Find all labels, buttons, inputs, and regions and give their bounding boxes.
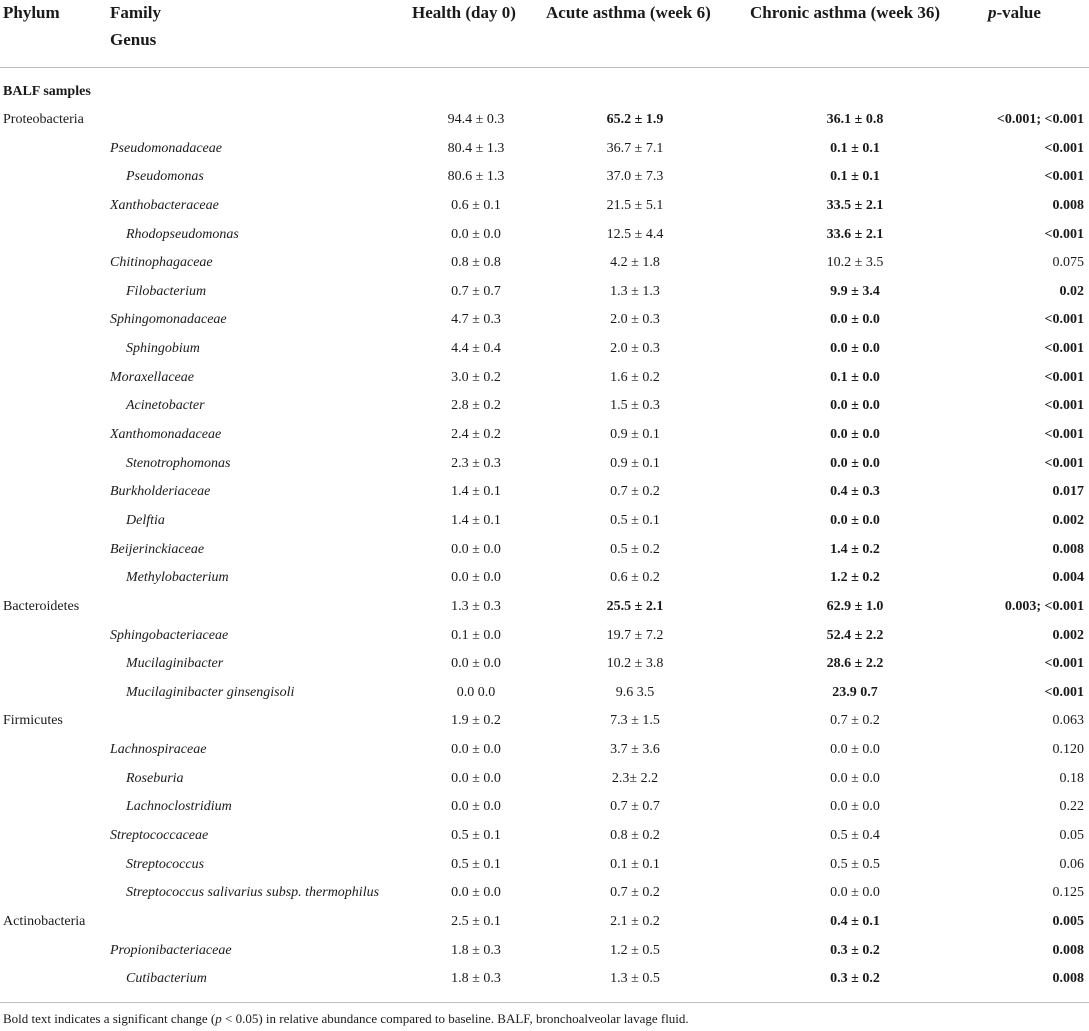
taxon-name: Beijerinckiaceae	[110, 541, 205, 557]
table-row	[0, 822, 1089, 851]
chronic-value: 36.1 ± 0.8	[826, 112, 884, 127]
health-value: 0.1 ± 0.0	[451, 627, 501, 643]
p-value: <0.001	[1044, 427, 1084, 443]
p-value: 0.004	[1052, 570, 1084, 586]
p-value: 0.008	[1052, 541, 1084, 557]
p-value: 0.002	[1052, 512, 1084, 528]
chronic-value: 1.2 ± 0.2	[830, 570, 880, 586]
chronic-value: 0.7 ± 0.2	[830, 713, 880, 729]
acute-value: 25.5 ± 2.1	[606, 598, 664, 614]
chronic-value: 0.0 ± 0.0	[830, 341, 880, 357]
chronic-value: 0.1 ± 0.1	[830, 140, 880, 156]
health-value: 0.6 ± 0.1	[451, 197, 501, 213]
taxon-name: Acinetobacter	[126, 398, 205, 414]
table-row	[0, 937, 1089, 966]
health-value: 0.7 ± 0.7	[451, 283, 501, 299]
table-row	[0, 478, 1089, 507]
taxon-name: Filobacterium	[126, 283, 207, 299]
chronic-value: 0.3 ± 0.2	[830, 942, 880, 958]
table-row	[0, 965, 1089, 994]
health-value: 1.8 ± 0.3	[451, 942, 501, 958]
table-row	[0, 507, 1089, 536]
taxon-name: Mucilaginibacter	[126, 656, 224, 672]
taxon-name: Sphingobium	[126, 341, 200, 357]
acute-value: 0.7 ± 0.2	[610, 885, 660, 901]
p-value: 0.008	[1052, 971, 1084, 987]
acute-value: 9.6 3.5	[615, 684, 655, 700]
table-row	[0, 879, 1089, 908]
table-row	[0, 306, 1089, 335]
acute-value: 0.9 ± 0.1	[610, 427, 660, 443]
taxon-name: Methylobacterium	[126, 570, 229, 586]
table-row	[0, 707, 1089, 736]
acute-value: 36.7 ± 7.1	[606, 140, 664, 156]
taxon-name: Mucilaginibacter ginsengisoli	[126, 684, 295, 700]
taxon-name: Firmicutes	[3, 713, 63, 729]
health-value: 0.5 ± 0.1	[451, 856, 501, 872]
health-value: 0.5 ± 0.1	[451, 828, 501, 844]
health-value: 0.0 ± 0.0	[451, 770, 501, 786]
chronic-value: 0.5 ± 0.4	[830, 828, 880, 844]
health-value: 94.4 ± 0.3	[447, 112, 505, 127]
p-value: 0.125	[1052, 885, 1084, 901]
p-value: <0.001; <0.001	[996, 112, 1084, 127]
chronic-value: 0.0 ± 0.0	[830, 427, 880, 443]
chronic-value: 0.4 ± 0.1	[830, 913, 880, 929]
taxon-name: Streptococcaceae	[110, 828, 209, 844]
table-row	[0, 622, 1089, 651]
chronic-value: 1.4 ± 0.2	[830, 541, 880, 557]
chronic-value: 33.6 ± 2.1	[826, 226, 884, 242]
table-row	[0, 106, 1089, 135]
table-row	[0, 135, 1089, 164]
taxon-name: Propionibacteriaceae	[110, 942, 232, 958]
table-row	[0, 335, 1089, 364]
table-row	[0, 564, 1089, 593]
table-row	[0, 249, 1089, 278]
table-row	[0, 450, 1089, 479]
health-value: 80.4 ± 1.3	[447, 140, 505, 156]
health-value: 0.8 ± 0.8	[451, 255, 501, 271]
p-value: 0.003; <0.001	[1004, 598, 1084, 614]
taxon-name: Pseudomonas	[126, 169, 204, 185]
acute-value: 0.6 ± 0.2	[610, 570, 660, 586]
acute-value: 3.7 ± 3.6	[610, 742, 660, 758]
header-health: Health (day 0)	[412, 3, 516, 22]
chronic-value: 0.0 ± 0.0	[830, 312, 880, 328]
p-value: <0.001	[1044, 684, 1084, 700]
health-value: 0.0 ± 0.0	[451, 656, 501, 672]
table-row	[0, 736, 1089, 765]
p-value: 0.075	[1052, 255, 1084, 271]
table-row	[0, 536, 1089, 565]
p-value: <0.001	[1044, 398, 1084, 414]
header-acute: Acute asthma (week 6)	[546, 3, 711, 22]
acute-value: 2.0 ± 0.3	[610, 341, 660, 357]
table-row	[0, 364, 1089, 393]
taxon-name: Bacteroidetes	[3, 598, 80, 614]
health-value: 4.7 ± 0.3	[451, 312, 501, 328]
header-phylum: Phylum	[3, 3, 60, 22]
health-value: 0.0 ± 0.0	[451, 742, 501, 758]
acute-value: 0.9 ± 0.1	[610, 455, 660, 471]
acute-value: 0.5 ± 0.1	[610, 512, 660, 528]
table-row	[0, 278, 1089, 307]
acute-value: 37.0 ± 7.3	[606, 169, 664, 185]
chronic-value: 0.0 ± 0.0	[830, 398, 880, 414]
acute-value: 1.5 ± 0.3	[610, 398, 660, 414]
health-value: 3.0 ± 0.2	[451, 369, 501, 385]
p-value: 0.18	[1059, 770, 1084, 786]
taxon-name: Burkholderiaceae	[110, 484, 211, 500]
chronic-value: 0.1 ± 0.0	[830, 369, 880, 385]
acute-value: 7.3 ± 1.5	[610, 713, 660, 729]
p-value: <0.001	[1044, 455, 1084, 471]
table-row	[0, 392, 1089, 421]
acute-value: 21.5 ± 5.1	[606, 197, 664, 213]
p-value: <0.001	[1044, 140, 1084, 156]
acute-value: 1.2 ± 0.5	[610, 942, 660, 958]
chronic-value: 0.1 ± 0.1	[830, 169, 880, 185]
chronic-value: 0.0 ± 0.0	[830, 885, 880, 901]
health-value: 0.0 ± 0.0	[451, 541, 501, 557]
p-value: 0.22	[1059, 799, 1084, 815]
chronic-value: 23.9 0.7	[832, 684, 878, 700]
footnote: Bold text indicates a significant change (p < 0.05) in relative abundance compared to baseline. BALF, bronchoalveolar lavage fluid.	[3, 1011, 689, 1026]
chronic-value: 0.0 ± 0.0	[830, 512, 880, 528]
acute-value: 2.0 ± 0.3	[610, 312, 660, 328]
table-row	[0, 192, 1089, 221]
acute-value: 0.8 ± 0.2	[610, 828, 660, 844]
p-value: 0.008	[1052, 942, 1084, 958]
chronic-value: 0.5 ± 0.5	[830, 856, 880, 872]
taxon-name: Chitinophagaceae	[110, 255, 213, 271]
chronic-value: 33.5 ± 2.1	[826, 197, 884, 213]
p-value: 0.05	[1059, 828, 1084, 844]
p-value: <0.001	[1044, 226, 1084, 242]
chronic-value: 0.4 ± 0.3	[830, 484, 880, 500]
taxon-name: Lachnospiraceae	[110, 742, 207, 758]
health-value: 1.3 ± 0.3	[451, 598, 501, 614]
section-label: BALF samples	[3, 84, 91, 99]
p-value: <0.001	[1044, 341, 1084, 357]
health-value: 4.4 ± 0.4	[451, 341, 501, 357]
table-row	[0, 163, 1089, 192]
table-row	[0, 593, 1089, 622]
taxon-name: Moraxellaceae	[110, 369, 194, 385]
taxon-name: Roseburia	[126, 770, 184, 786]
header-chronic: Chronic asthma (week 36)	[750, 3, 940, 22]
health-value: 0.0 0.0	[456, 684, 496, 700]
acute-value: 10.2 ± 3.8	[606, 656, 664, 672]
chronic-value: 9.9 ± 3.4	[830, 283, 880, 299]
acute-value: 0.7 ± 0.7	[610, 799, 660, 815]
p-value: 0.120	[1052, 742, 1084, 758]
p-value: 0.008	[1052, 197, 1084, 213]
health-value: 80.6 ± 1.3	[447, 169, 505, 185]
taxon-name: Streptococcus	[126, 856, 205, 872]
p-value: <0.001	[1044, 312, 1084, 328]
chronic-value: 10.2 ± 3.5	[826, 255, 884, 271]
table-row	[0, 650, 1089, 679]
table-header	[0, 0, 1089, 66]
health-value: 1.9 ± 0.2	[451, 713, 501, 729]
chronic-value: 28.6 ± 2.2	[826, 656, 884, 672]
table-row	[0, 679, 1089, 708]
acute-value: 1.3 ± 1.3	[610, 283, 660, 299]
table-body	[0, 106, 1089, 994]
taxon-name: Rhodopseudomonas	[126, 226, 239, 242]
chronic-value: 0.0 ± 0.0	[830, 455, 880, 471]
acute-value: 0.5 ± 0.2	[610, 541, 660, 557]
p-value: <0.001	[1044, 656, 1084, 672]
header-genus: Genus	[110, 30, 157, 49]
acute-value: 19.7 ± 7.2	[606, 627, 664, 643]
taxon-name: Sphingomonadaceae	[110, 312, 227, 328]
acute-value: 4.2 ± 1.8	[610, 255, 660, 271]
p-value: 0.06	[1059, 856, 1084, 872]
taxon-name: Lachnoclostridium	[126, 799, 232, 815]
taxon-name: Actinobacteria	[3, 913, 86, 929]
health-value: 0.0 ± 0.0	[451, 799, 501, 815]
health-value: 1.8 ± 0.3	[451, 971, 501, 987]
acute-value: 2.3± 2.2	[611, 770, 659, 786]
acute-value: 1.3 ± 0.5	[610, 971, 660, 987]
health-value: 1.4 ± 0.1	[451, 512, 501, 528]
table-row	[0, 221, 1089, 250]
table-row	[0, 765, 1089, 794]
chronic-value: 0.0 ± 0.0	[830, 770, 880, 786]
health-value: 2.3 ± 0.3	[451, 455, 501, 471]
taxon-name: Sphingobacteriaceae	[110, 627, 229, 643]
taxon-name: Cutibacterium	[126, 971, 207, 987]
acute-value: 2.1 ± 0.2	[610, 913, 660, 929]
footer-rule	[0, 1002, 1089, 1003]
chronic-value: 62.9 ± 1.0	[826, 598, 884, 614]
p-value: <0.001	[1044, 169, 1084, 185]
taxon-name: Pseudomonadaceae	[110, 140, 222, 156]
p-value: 0.005	[1052, 913, 1084, 929]
chronic-value: 0.0 ± 0.0	[830, 799, 880, 815]
acute-value: 65.2 ± 1.9	[606, 112, 664, 127]
health-value: 1.4 ± 0.1	[451, 484, 501, 500]
acute-value: 0.1 ± 0.1	[610, 856, 660, 872]
table-row	[0, 851, 1089, 880]
acute-value: 12.5 ± 4.4	[606, 226, 664, 242]
p-value: 0.063	[1052, 713, 1084, 729]
taxon-name: Delftia	[126, 512, 165, 528]
taxon-name: Stenotrophomonas	[126, 455, 231, 471]
taxon-name: Streptococcus salivarius subsp. thermophilus	[126, 885, 380, 901]
p-value: 0.017	[1052, 484, 1084, 500]
table-row	[0, 908, 1089, 937]
chronic-value: 52.4 ± 2.2	[826, 627, 884, 643]
acute-value: 1.6 ± 0.2	[610, 369, 660, 385]
taxon-name: Xanthobacteraceae	[110, 197, 219, 213]
taxon-name: Xanthomonadaceae	[110, 427, 222, 443]
p-value: <0.001	[1044, 369, 1084, 385]
header-family: Family	[110, 3, 161, 22]
p-value: 0.002	[1052, 627, 1084, 643]
chronic-value: 0.3 ± 0.2	[830, 971, 880, 987]
health-value: 2.5 ± 0.1	[451, 913, 501, 929]
health-value: 0.0 ± 0.0	[451, 570, 501, 586]
table-row	[0, 421, 1089, 450]
health-value: 2.8 ± 0.2	[451, 398, 501, 414]
taxon-name: Proteobacteria	[3, 112, 84, 127]
table-row	[0, 793, 1089, 822]
health-value: 0.0 ± 0.0	[451, 885, 501, 901]
header-p-value: p-value	[988, 3, 1041, 22]
header-rule	[0, 67, 1089, 68]
acute-value: 0.7 ± 0.2	[610, 484, 660, 500]
health-value: 2.4 ± 0.2	[451, 427, 501, 443]
p-value: 0.02	[1059, 283, 1084, 299]
chronic-value: 0.0 ± 0.0	[830, 742, 880, 758]
health-value: 0.0 ± 0.0	[451, 226, 501, 242]
